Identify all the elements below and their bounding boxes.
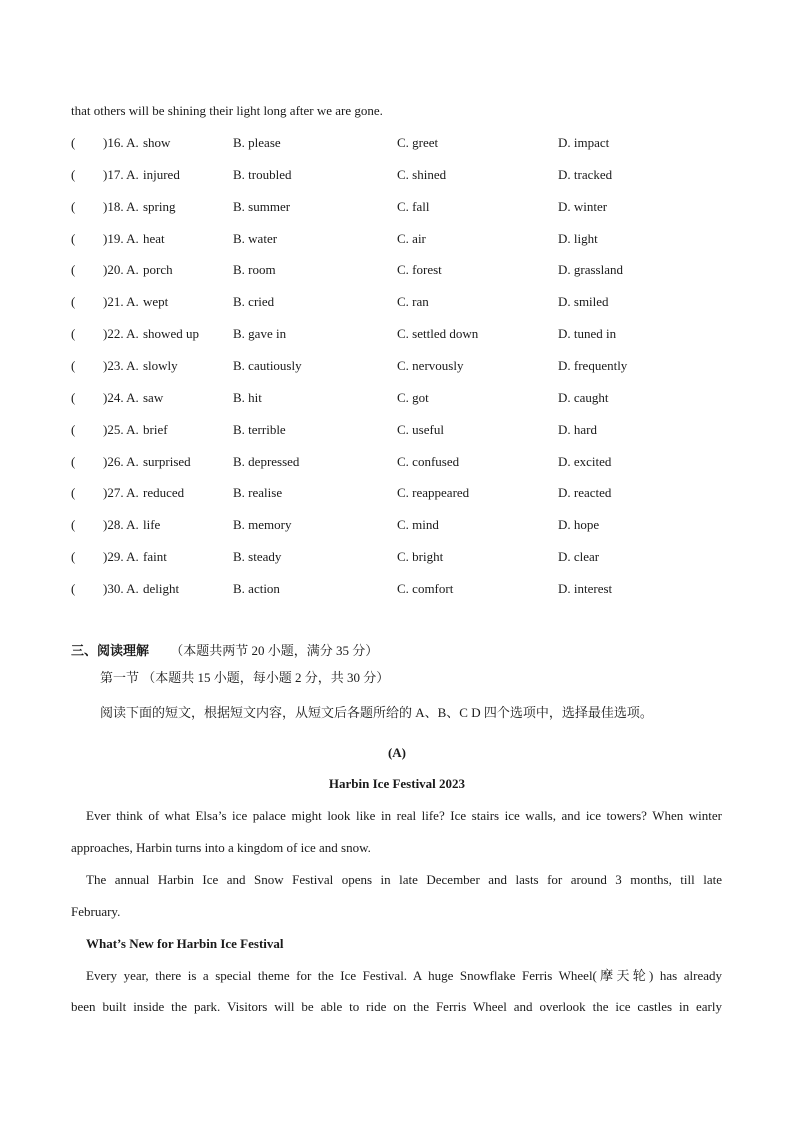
option-d: D. excited [558,454,612,469]
answer-paren: ( [71,231,76,246]
answer-paren: ( [71,422,76,437]
answer-paren: ( [71,135,76,150]
section-three-note: （本题共两节 20 小题，满分 35 分） [170,643,379,658]
option-c: C. ran [397,294,429,309]
answer-paren: ( [71,517,76,532]
question-row [71,326,731,342]
option-d: D. tuned in [558,326,617,341]
option-b: B. steady [233,549,282,564]
option-a: porch [143,262,173,277]
option-c: C. got [397,390,429,405]
option-b: B. room [233,262,276,277]
option-b: B. action [233,581,280,596]
option-d: D. hard [558,422,597,437]
section-three-title: 三、阅读理解 [71,643,150,658]
answer-paren: ( [71,358,76,373]
question-row [71,262,731,278]
option-c: C. reappeared [397,485,470,500]
option-d: D. hope [558,517,600,532]
paragraph-1-line-1: Ever think of what Elsa’s ice palace might look like in real life? Ice stairs ice walls, and ice towers? When winter [86,808,722,823]
option-d: D. light [558,231,598,246]
option-b: B. please [233,135,281,150]
option-d: D. tracked [558,167,613,182]
question-number: )25. A. [103,422,139,437]
option-d: D. interest [558,581,613,596]
question-number: )26. A. [103,454,139,469]
option-d: D. reacted [558,485,612,500]
option-d: D. clear [558,549,600,564]
intro-line: that others will be shining their light long after we are gone. [71,103,383,118]
option-b: B. terrible [233,422,286,437]
option-c: C. useful [397,422,444,437]
question-row [71,390,731,406]
option-a: brief [143,422,168,437]
option-d: D. caught [558,390,609,405]
question-row [71,517,731,533]
answer-paren: ( [71,485,76,500]
option-c: C. mind [397,517,439,532]
paragraph-3-line-2: been built inside the park. Visitors will be able to ride on the Ferris Wheel and overlook the ice castles in early [71,999,722,1014]
answer-paren: ( [71,167,76,182]
answer-paren: ( [71,390,76,405]
paragraph-2-line-1: The annual Harbin Ice and Snow Festival opens in late December and lasts for around 3 months, till late [86,872,722,887]
question-row [71,549,731,565]
answer-paren: ( [71,454,76,469]
option-c: C. comfort [397,581,454,596]
question-number: )23. A. [103,358,139,373]
option-d: D. smiled [558,294,609,309]
option-d: D. winter [558,199,608,214]
question-row [71,358,731,374]
option-b: B. troubled [233,167,292,182]
question-number: )18. A. [103,199,139,214]
option-a: slowly [143,358,178,373]
option-b: B. memory [233,517,292,532]
option-b: B. summer [233,199,291,214]
question-row [71,454,731,470]
option-b: B. realise [233,485,283,500]
option-a: heat [143,231,165,246]
question-number: )17. A. [103,167,139,182]
option-c: C. air [397,231,426,246]
passage-title: Harbin Ice Festival 2023 [328,776,466,791]
subheading: What’s New for Harbin Ice Festival [86,936,284,951]
option-b: B. water [233,231,278,246]
answer-paren: ( [71,581,76,596]
question-number: )27. A. [103,485,139,500]
question-row [71,422,731,438]
option-c: C. confused [397,454,460,469]
question-row [71,581,731,597]
option-b: B. cried [233,294,275,309]
option-a: faint [143,549,167,564]
option-b: B. depressed [233,454,300,469]
option-a: reduced [143,485,185,500]
option-a: saw [143,390,164,405]
option-c: C. fall [397,199,430,214]
option-a: injured [143,167,180,182]
answer-paren: ( [71,326,76,341]
answer-paren: ( [71,262,76,277]
question-number: )16. A. [103,135,139,150]
paragraph-2-line-2: February. [71,904,121,919]
option-a: wept [143,294,169,309]
option-c: C. greet [397,135,439,150]
section-three-heading [71,643,378,659]
option-d: D. grassland [558,262,623,277]
option-a: life [143,517,161,532]
question-row [71,231,731,247]
question-row [71,294,731,310]
part-one-heading: 第一节 （本题共 15 小题，每小题 2 分，共 30 分） [100,670,390,685]
answer-paren: ( [71,199,76,214]
paragraph-1-line-2: approaches, Harbin turns into a kingdom of ice and snow. [71,840,371,855]
option-a: showed up [143,326,199,341]
question-row [71,135,731,151]
option-a: spring [143,199,176,214]
option-b: B. cautiously [233,358,302,373]
passage-label: (A) [387,745,407,760]
question-number: )29. A. [103,549,139,564]
option-c: C. nervously [397,358,464,373]
question-row [71,167,731,183]
option-b: B. hit [233,390,262,405]
option-c: C. settled down [397,326,479,341]
option-c: C. shined [397,167,447,182]
question-row [71,199,731,215]
question-row [71,485,731,501]
answer-paren: ( [71,549,76,564]
paragraph-3-line-1: Every year, there is a special theme for the Ice Festival. A huge Snowflake Ferris Wheel(摩天轮) has already [86,968,722,983]
option-a: delight [143,581,180,596]
option-d: D. frequently [558,358,628,373]
question-number: )19. A. [103,231,139,246]
question-number: )22. A. [103,326,139,341]
option-a: surprised [143,454,191,469]
option-d: D. impact [558,135,610,150]
option-a: show [143,135,171,150]
question-number: )30. A. [103,581,139,596]
question-number: )20. A. [103,262,139,277]
instruction: 阅读下面的短文，根据短文内容，从短文后各题所给的 A、B、C D 四个选项中，选择最佳选项。 [100,705,653,720]
option-b: B. gave in [233,326,287,341]
question-number: )28. A. [103,517,139,532]
question-number: )24. A. [103,390,139,405]
question-number: )21. A. [103,294,139,309]
option-c: C. forest [397,262,442,277]
answer-paren: ( [71,294,76,309]
option-c: C. bright [397,549,444,564]
